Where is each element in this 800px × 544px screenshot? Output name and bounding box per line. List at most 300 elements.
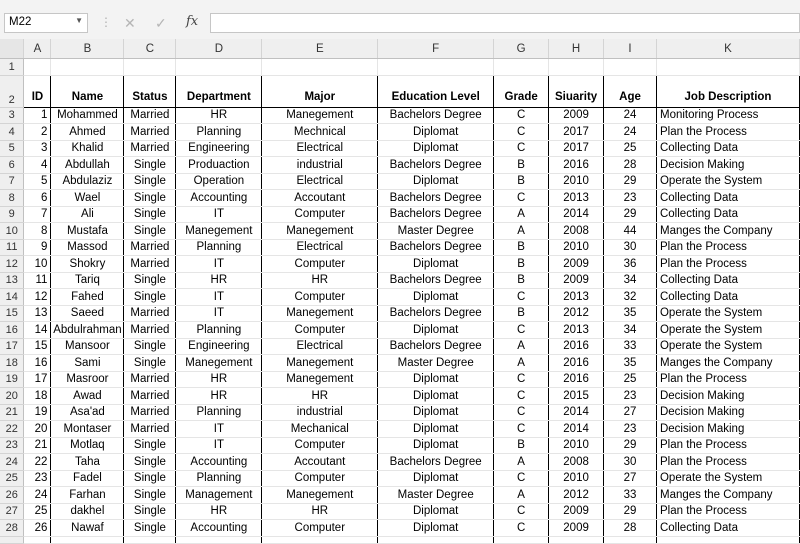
- cell-education-level[interactable]: Diplomat: [378, 371, 494, 388]
- cell-job-description[interactable]: Plan the Process: [656, 503, 799, 520]
- cell-grade[interactable]: C: [494, 190, 549, 207]
- cell-id[interactable]: 9: [24, 239, 51, 256]
- cell-age[interactable]: 30: [604, 239, 657, 256]
- cell-status[interactable]: Married: [124, 322, 176, 339]
- cell-job-description[interactable]: Manges the Company: [656, 355, 799, 372]
- cell-job-description[interactable]: Decision Making: [656, 404, 799, 421]
- cell-department[interactable]: Management: [176, 487, 262, 504]
- cell-grade[interactable]: C: [494, 388, 549, 405]
- cell-age[interactable]: 28: [604, 520, 657, 537]
- cell-age[interactable]: 28: [604, 157, 657, 174]
- cell-status[interactable]: Single: [124, 338, 176, 355]
- cell-age[interactable]: 23: [604, 388, 657, 405]
- cell-job-description[interactable]: Decision Making: [656, 388, 799, 405]
- cell-id[interactable]: 23: [24, 470, 51, 487]
- cell-education-level[interactable]: Bachelors Degree: [378, 305, 494, 322]
- column-header-e[interactable]: E: [262, 39, 378, 59]
- cell-siuarity[interactable]: 2017: [549, 140, 604, 157]
- cell-age[interactable]: 34: [604, 272, 657, 289]
- header-cell-status[interactable]: Status: [124, 75, 176, 107]
- cell-age[interactable]: 34: [604, 322, 657, 339]
- cell-id[interactable]: 3: [24, 140, 51, 157]
- cell-grade[interactable]: C: [494, 470, 549, 487]
- column-header-b[interactable]: B: [51, 39, 124, 59]
- cell-status[interactable]: Married: [124, 140, 176, 157]
- cell-id[interactable]: 25: [24, 503, 51, 520]
- cell-status[interactable]: Married: [124, 256, 176, 273]
- cell-education-level[interactable]: Bachelors Degree: [378, 272, 494, 289]
- cell-status[interactable]: Single: [124, 503, 176, 520]
- cell-status[interactable]: Single: [124, 454, 176, 471]
- cell-education-level[interactable]: Master Degree: [378, 223, 494, 240]
- cell-job-description[interactable]: Decision Making: [656, 421, 799, 438]
- cell-job-description[interactable]: Manges the Company: [656, 223, 799, 240]
- cell-education-level[interactable]: Bachelors Degree: [378, 454, 494, 471]
- cell-name[interactable]: Wael: [51, 190, 124, 207]
- cell-job-description[interactable]: Collecting Data: [656, 206, 799, 223]
- cell-education-level[interactable]: Diplomat: [378, 503, 494, 520]
- cell-siuarity[interactable]: 2009: [549, 272, 604, 289]
- cell-siuarity[interactable]: 2009: [549, 520, 604, 537]
- cell-grade[interactable]: A: [494, 487, 549, 504]
- cell-status[interactable]: Single: [124, 173, 176, 190]
- cell-education-level[interactable]: Bachelors Degree: [378, 206, 494, 223]
- column-header-f[interactable]: F: [378, 39, 494, 59]
- cell-education-level[interactable]: Bachelors Degree: [378, 107, 494, 124]
- cell-grade[interactable]: C: [494, 371, 549, 388]
- cell-major[interactable]: Electrical: [262, 239, 378, 256]
- cell-job-description[interactable]: Plan the Process: [656, 256, 799, 273]
- cell-name[interactable]: Mansoor: [51, 338, 124, 355]
- cell-name[interactable]: Mohammed: [51, 107, 124, 124]
- row-header[interactable]: 12: [0, 256, 24, 273]
- cell-grade[interactable]: B: [494, 305, 549, 322]
- cell-id[interactable]: 26: [24, 520, 51, 537]
- cell-name[interactable]: Saeed: [51, 305, 124, 322]
- cell-status[interactable]: Single: [124, 223, 176, 240]
- cell-job-description[interactable]: Operate the System: [656, 305, 799, 322]
- cell[interactable]: [604, 59, 657, 76]
- cell-name[interactable]: Khalid: [51, 140, 124, 157]
- cell-age[interactable]: 33: [604, 338, 657, 355]
- column-header-d[interactable]: D: [176, 39, 262, 59]
- row-header[interactable]: 8: [0, 190, 24, 207]
- cell-education-level[interactable]: Master Degree: [378, 355, 494, 372]
- cell-job-description[interactable]: Collecting Data: [656, 190, 799, 207]
- cell-status[interactable]: Single: [124, 190, 176, 207]
- cell-id[interactable]: 12: [24, 289, 51, 306]
- row-header[interactable]: 28: [0, 520, 24, 537]
- cell-siuarity[interactable]: 2015: [549, 388, 604, 405]
- cell-name[interactable]: Shokry: [51, 256, 124, 273]
- cell-id[interactable]: 16: [24, 355, 51, 372]
- cell-job-description[interactable]: Plan the Process: [656, 239, 799, 256]
- cell[interactable]: [549, 536, 604, 543]
- cell-status[interactable]: Single: [124, 289, 176, 306]
- header-cell-id[interactable]: ID: [24, 75, 51, 107]
- cell-id[interactable]: 8: [24, 223, 51, 240]
- cell-age[interactable]: 35: [604, 305, 657, 322]
- header-cell-major[interactable]: Major: [262, 75, 378, 107]
- row-header[interactable]: 26: [0, 487, 24, 504]
- cell-grade[interactable]: B: [494, 157, 549, 174]
- cell-status[interactable]: Single: [124, 437, 176, 454]
- cell[interactable]: [124, 59, 176, 76]
- cell-education-level[interactable]: Diplomat: [378, 437, 494, 454]
- cell-name[interactable]: Taha: [51, 454, 124, 471]
- cell-siuarity[interactable]: 2012: [549, 305, 604, 322]
- cell-grade[interactable]: A: [494, 338, 549, 355]
- cell-name[interactable]: Abdullah: [51, 157, 124, 174]
- cell-major[interactable]: Electrical: [262, 338, 378, 355]
- column-header-c[interactable]: C: [124, 39, 176, 59]
- cell-name[interactable]: Asa'ad: [51, 404, 124, 421]
- cell-id[interactable]: 10: [24, 256, 51, 273]
- cell[interactable]: [262, 59, 378, 76]
- cell-job-description[interactable]: Collecting Data: [656, 520, 799, 537]
- cell-job-description[interactable]: Decision Making: [656, 157, 799, 174]
- row-header[interactable]: 22: [0, 421, 24, 438]
- row-header[interactable]: 7: [0, 173, 24, 190]
- cell-status[interactable]: Married: [124, 388, 176, 405]
- cell-name[interactable]: Ahmed: [51, 124, 124, 141]
- formula-input[interactable]: [210, 13, 800, 33]
- cell-age[interactable]: 32: [604, 289, 657, 306]
- cell-major[interactable]: Manegement: [262, 305, 378, 322]
- cell-name[interactable]: Farhan: [51, 487, 124, 504]
- cell-grade[interactable]: C: [494, 124, 549, 141]
- cell-department[interactable]: IT: [176, 421, 262, 438]
- cell[interactable]: [656, 59, 799, 76]
- cell-siuarity[interactable]: 2010: [549, 470, 604, 487]
- cell-education-level[interactable]: Diplomat: [378, 124, 494, 141]
- cell-id[interactable]: 17: [24, 371, 51, 388]
- cell-siuarity[interactable]: 2009: [549, 256, 604, 273]
- cell[interactable]: [378, 536, 494, 543]
- cell-job-description[interactable]: Plan the Process: [656, 437, 799, 454]
- cell-grade[interactable]: C: [494, 520, 549, 537]
- cell[interactable]: [378, 59, 494, 76]
- cell-siuarity[interactable]: 2009: [549, 503, 604, 520]
- insert-function-icon[interactable]: fx: [186, 14, 199, 29]
- cell-name[interactable]: Montaser: [51, 421, 124, 438]
- cell-name[interactable]: Ali: [51, 206, 124, 223]
- cell-job-description[interactable]: Monitoring Process: [656, 107, 799, 124]
- row-header[interactable]: 3: [0, 107, 24, 124]
- cell-status[interactable]: Single: [124, 272, 176, 289]
- cell-education-level[interactable]: Diplomat: [378, 388, 494, 405]
- cell-job-description[interactable]: Plan the Process: [656, 124, 799, 141]
- cell-siuarity[interactable]: 2017: [549, 124, 604, 141]
- header-cell-job-description[interactable]: Job Description: [656, 75, 799, 107]
- row-header[interactable]: 5: [0, 140, 24, 157]
- row-header[interactable]: 1: [0, 59, 24, 76]
- cell-grade[interactable]: A: [494, 355, 549, 372]
- cell-siuarity[interactable]: 2008: [549, 223, 604, 240]
- cell-status[interactable]: Married: [124, 421, 176, 438]
- cell-grade[interactable]: C: [494, 322, 549, 339]
- cell-grade[interactable]: A: [494, 206, 549, 223]
- cell-department[interactable]: HR: [176, 371, 262, 388]
- cell-grade[interactable]: C: [494, 107, 549, 124]
- row-header[interactable]: 15: [0, 305, 24, 322]
- cell-age[interactable]: 36: [604, 256, 657, 273]
- cell-siuarity[interactable]: 2014: [549, 206, 604, 223]
- cell-id[interactable]: 13: [24, 305, 51, 322]
- cell-department[interactable]: Planning: [176, 322, 262, 339]
- cell-id[interactable]: 19: [24, 404, 51, 421]
- cell-major[interactable]: Mechanical: [262, 421, 378, 438]
- cell[interactable]: [51, 536, 124, 543]
- row-header[interactable]: 10: [0, 223, 24, 240]
- cell-grade[interactable]: A: [494, 454, 549, 471]
- cell-status[interactable]: Single: [124, 520, 176, 537]
- row-header[interactable]: 6: [0, 157, 24, 174]
- cell-status[interactable]: Single: [124, 157, 176, 174]
- cell-major[interactable]: Electrical: [262, 140, 378, 157]
- cell[interactable]: [604, 536, 657, 543]
- cell-major[interactable]: Mechnical: [262, 124, 378, 141]
- cell-major[interactable]: Accoutant: [262, 190, 378, 207]
- cell-major[interactable]: Manegement: [262, 371, 378, 388]
- cell-major[interactable]: Manegement: [262, 223, 378, 240]
- cell-major[interactable]: Computer: [262, 437, 378, 454]
- cell-grade[interactable]: B: [494, 239, 549, 256]
- cell-age[interactable]: 27: [604, 404, 657, 421]
- cell-age[interactable]: 24: [604, 124, 657, 141]
- cell[interactable]: [656, 536, 799, 543]
- cell-department[interactable]: IT: [176, 206, 262, 223]
- cell-education-level[interactable]: Bachelors Degree: [378, 157, 494, 174]
- cell-major[interactable]: Computer: [262, 520, 378, 537]
- cell-grade[interactable]: C: [494, 140, 549, 157]
- cell[interactable]: [124, 536, 176, 543]
- cell-department[interactable]: Engineering: [176, 338, 262, 355]
- cell-department[interactable]: HR: [176, 107, 262, 124]
- cell-name[interactable]: Fahed: [51, 289, 124, 306]
- cell-major[interactable]: Manegement: [262, 487, 378, 504]
- cell-major[interactable]: Manegement: [262, 355, 378, 372]
- cell[interactable]: [24, 59, 51, 76]
- cell[interactable]: [176, 59, 262, 76]
- cell-major[interactable]: Electrical: [262, 173, 378, 190]
- cell-grade[interactable]: C: [494, 421, 549, 438]
- cell-id[interactable]: 14: [24, 322, 51, 339]
- cell-department[interactable]: HR: [176, 388, 262, 405]
- cell-major[interactable]: Computer: [262, 322, 378, 339]
- cell-job-description[interactable]: Operate the System: [656, 173, 799, 190]
- cell-id[interactable]: 7: [24, 206, 51, 223]
- cell-major[interactable]: Accoutant: [262, 454, 378, 471]
- row-header[interactable]: [0, 536, 24, 543]
- cell-department[interactable]: Engineering: [176, 140, 262, 157]
- cell-siuarity[interactable]: 2014: [549, 421, 604, 438]
- cell-age[interactable]: 44: [604, 223, 657, 240]
- cell-age[interactable]: 29: [604, 503, 657, 520]
- cell[interactable]: [24, 536, 51, 543]
- spreadsheet-grid[interactable]: [0, 39, 800, 544]
- cell-grade[interactable]: A: [494, 223, 549, 240]
- cell-job-description[interactable]: Manges the Company: [656, 487, 799, 504]
- cell-status[interactable]: Married: [124, 124, 176, 141]
- cell-department[interactable]: IT: [176, 289, 262, 306]
- cell-siuarity[interactable]: 2010: [549, 437, 604, 454]
- cell-education-level[interactable]: Bachelors Degree: [378, 190, 494, 207]
- cell-status[interactable]: Married: [124, 305, 176, 322]
- cell-name[interactable]: Masroor: [51, 371, 124, 388]
- cell-department[interactable]: HR: [176, 503, 262, 520]
- column-header-a[interactable]: A: [24, 39, 51, 59]
- cell-major[interactable]: HR: [262, 503, 378, 520]
- column-header-k[interactable]: K: [656, 39, 799, 59]
- enter-checkmark-icon[interactable]: ✓: [155, 15, 167, 31]
- cell-department[interactable]: Accounting: [176, 520, 262, 537]
- cell-job-description[interactable]: Collecting Data: [656, 289, 799, 306]
- cell-age[interactable]: 29: [604, 437, 657, 454]
- cell-siuarity[interactable]: 2010: [549, 239, 604, 256]
- cell-major[interactable]: Computer: [262, 256, 378, 273]
- cell-department[interactable]: Planning: [176, 404, 262, 421]
- cell-siuarity[interactable]: 2012: [549, 487, 604, 504]
- cell-id[interactable]: 4: [24, 157, 51, 174]
- header-cell-name[interactable]: Name: [51, 75, 124, 107]
- cell-id[interactable]: 1: [24, 107, 51, 124]
- cell-siuarity[interactable]: 2013: [549, 289, 604, 306]
- row-header[interactable]: 18: [0, 355, 24, 372]
- cell-id[interactable]: 24: [24, 487, 51, 504]
- cell-name[interactable]: dakhel: [51, 503, 124, 520]
- column-header-i[interactable]: I: [604, 39, 657, 59]
- row-header[interactable]: 17: [0, 338, 24, 355]
- cell-siuarity[interactable]: 2008: [549, 454, 604, 471]
- drag-handle-icon[interactable]: ⋮: [100, 15, 112, 29]
- cell-major[interactable]: HR: [262, 272, 378, 289]
- cell-id[interactable]: 5: [24, 173, 51, 190]
- cell-job-description[interactable]: Operate the System: [656, 338, 799, 355]
- cell-age[interactable]: 27: [604, 470, 657, 487]
- cell-status[interactable]: Married: [124, 371, 176, 388]
- cell-department[interactable]: Manegement: [176, 355, 262, 372]
- cell-age[interactable]: 23: [604, 190, 657, 207]
- cell-siuarity[interactable]: 2010: [549, 173, 604, 190]
- name-box[interactable]: [4, 13, 88, 33]
- cell-id[interactable]: 2: [24, 124, 51, 141]
- cell-name[interactable]: Sami: [51, 355, 124, 372]
- cell-department[interactable]: Planning: [176, 239, 262, 256]
- cell-status[interactable]: Married: [124, 239, 176, 256]
- cell-id[interactable]: 18: [24, 388, 51, 405]
- row-header[interactable]: 14: [0, 289, 24, 306]
- cell-job-description[interactable]: Plan the Process: [656, 371, 799, 388]
- cell-age[interactable]: 23: [604, 421, 657, 438]
- cell-job-description[interactable]: Collecting Data: [656, 140, 799, 157]
- cell-department[interactable]: Produaction: [176, 157, 262, 174]
- cell-name[interactable]: Motlaq: [51, 437, 124, 454]
- cell-education-level[interactable]: Diplomat: [378, 256, 494, 273]
- cell-status[interactable]: Single: [124, 355, 176, 372]
- cell-department[interactable]: HR: [176, 272, 262, 289]
- cell-age[interactable]: 25: [604, 140, 657, 157]
- cell-grade[interactable]: C: [494, 289, 549, 306]
- cell-education-level[interactable]: Master Degree: [378, 487, 494, 504]
- cell-department[interactable]: Accounting: [176, 454, 262, 471]
- cell-education-level[interactable]: Diplomat: [378, 173, 494, 190]
- cell-education-level[interactable]: Bachelors Degree: [378, 338, 494, 355]
- cell[interactable]: [494, 59, 549, 76]
- cell-grade[interactable]: C: [494, 404, 549, 421]
- cell-id[interactable]: 22: [24, 454, 51, 471]
- cell-education-level[interactable]: Diplomat: [378, 421, 494, 438]
- cell-department[interactable]: Operation: [176, 173, 262, 190]
- cell-job-description[interactable]: Plan the Process: [656, 454, 799, 471]
- row-header[interactable]: 21: [0, 404, 24, 421]
- cell-grade[interactable]: B: [494, 272, 549, 289]
- cell-id[interactable]: 11: [24, 272, 51, 289]
- row-header[interactable]: 16: [0, 322, 24, 339]
- row-header[interactable]: 20: [0, 388, 24, 405]
- cancel-icon[interactable]: ✕: [124, 15, 136, 31]
- cell-name[interactable]: Abdulrahman: [51, 322, 124, 339]
- row-header[interactable]: 9: [0, 206, 24, 223]
- cell-job-description[interactable]: Operate the System: [656, 470, 799, 487]
- cell-name[interactable]: Tariq: [51, 272, 124, 289]
- cell-name[interactable]: Awad: [51, 388, 124, 405]
- cell-age[interactable]: 25: [604, 371, 657, 388]
- header-cell-age[interactable]: Age: [604, 75, 657, 107]
- row-header[interactable]: 27: [0, 503, 24, 520]
- cell-status[interactable]: Single: [124, 206, 176, 223]
- cell-department[interactable]: Manegement: [176, 223, 262, 240]
- cell-id[interactable]: 20: [24, 421, 51, 438]
- cell-name[interactable]: Mustafa: [51, 223, 124, 240]
- cell-major[interactable]: HR: [262, 388, 378, 405]
- row-header[interactable]: 11: [0, 239, 24, 256]
- cell-grade[interactable]: B: [494, 256, 549, 273]
- header-cell-education-level[interactable]: Education Level: [378, 75, 494, 107]
- cell-education-level[interactable]: Diplomat: [378, 404, 494, 421]
- cell-grade[interactable]: B: [494, 173, 549, 190]
- cell-siuarity[interactable]: 2016: [549, 338, 604, 355]
- column-header-h[interactable]: H: [549, 39, 604, 59]
- cell[interactable]: [549, 59, 604, 76]
- cell-id[interactable]: 15: [24, 338, 51, 355]
- cell-department[interactable]: Accounting: [176, 190, 262, 207]
- cell-department[interactable]: Planning: [176, 470, 262, 487]
- cell-siuarity[interactable]: 2013: [549, 322, 604, 339]
- cell-department[interactable]: Planning: [176, 124, 262, 141]
- cell-siuarity[interactable]: 2009: [549, 107, 604, 124]
- cell-siuarity[interactable]: 2016: [549, 157, 604, 174]
- cell-job-description[interactable]: Operate the System: [656, 322, 799, 339]
- header-cell-department[interactable]: Department: [176, 75, 262, 107]
- cell-department[interactable]: IT: [176, 256, 262, 273]
- cell-major[interactable]: Manegement: [262, 107, 378, 124]
- cell-status[interactable]: Single: [124, 487, 176, 504]
- cell[interactable]: [494, 536, 549, 543]
- row-header[interactable]: 19: [0, 371, 24, 388]
- cell-age[interactable]: 29: [604, 173, 657, 190]
- cell-major[interactable]: Computer: [262, 206, 378, 223]
- cell-grade[interactable]: B: [494, 437, 549, 454]
- cell-age[interactable]: 30: [604, 454, 657, 471]
- cell-education-level[interactable]: Bachelors Degree: [378, 239, 494, 256]
- select-all-corner[interactable]: [0, 39, 24, 59]
- cell-name[interactable]: Abdulaziz: [51, 173, 124, 190]
- column-header-g[interactable]: G: [494, 39, 549, 59]
- cell-siuarity[interactable]: 2016: [549, 371, 604, 388]
- row-header[interactable]: 23: [0, 437, 24, 454]
- cell-siuarity[interactable]: 2016: [549, 355, 604, 372]
